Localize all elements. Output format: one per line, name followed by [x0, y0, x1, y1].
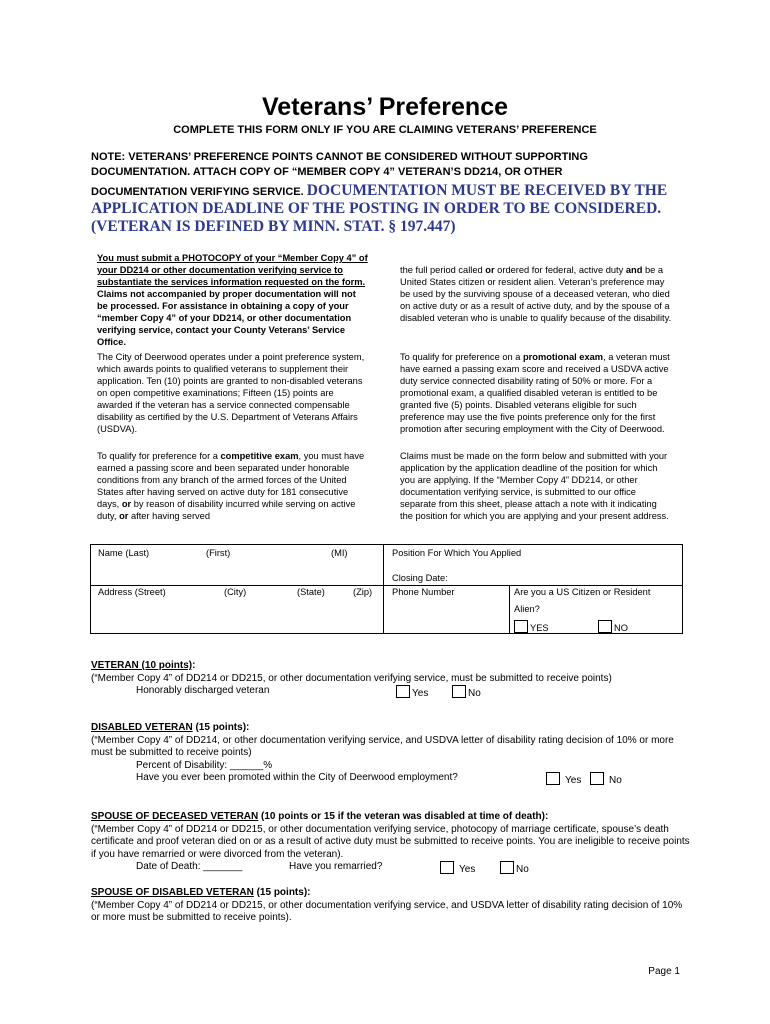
promotion-no-checkbox[interactable]	[590, 772, 604, 785]
right-p1-and: and	[625, 265, 643, 275]
disabled-veteran-heading: DISABLED VETERAN	[91, 722, 193, 733]
competitive-text-g: after having served	[128, 511, 211, 521]
left-col-paragraph-3	[97, 450, 369, 522]
veteran-section	[91, 660, 691, 698]
competitive-or-2: or	[119, 511, 129, 521]
note-line-4: APPLICATION DEADLINE OF THE POSTING IN ORDER TO BE CONSIDERED.	[91, 200, 662, 217]
right-p1-a: the full period called	[400, 265, 486, 275]
right-p2-a: To qualify for preference on a	[400, 352, 523, 362]
citizen-question-line-1: Are you a US Citizen or Resident	[514, 587, 651, 597]
promotion-yes-checkbox[interactable]	[546, 772, 560, 785]
promotion-yes-label: Yes	[565, 775, 582, 786]
left-col-paragraph-2	[97, 351, 369, 435]
closing-date-label: Closing Date:	[392, 573, 448, 583]
right-p1-c: ordered for federal, active duty	[494, 265, 626, 275]
city-label: (City)	[224, 587, 247, 597]
name-mi-label: (MI)	[331, 548, 348, 558]
remarried-no-label: No	[516, 864, 529, 875]
documentation-note	[91, 150, 691, 236]
right-p2-c: , a veteran must have earned a passing exam score and received a USDVA active duty service connected disability rating of 50% or more. For a promotional exam, a qualified disabled veteran is entitled to be granted five (5) points. Disabled veterans eligible for such preference may use the five points preference only for the first promotion after securing employment with the City of Deerwood.	[400, 352, 670, 434]
spouse-disabled-section	[91, 887, 691, 925]
phone-label: Phone Number	[392, 587, 455, 597]
position-label: Position For Which You Applied	[392, 548, 522, 558]
spouse-deceased-points: (10 points or 15 if the veteran was disabled at time of death):	[258, 811, 549, 822]
right-col-paragraph-2	[400, 351, 672, 435]
right-col-paragraph-3	[400, 450, 672, 522]
spouse-deceased-heading: SPOUSE OF DECEASED VETERAN	[91, 811, 259, 822]
remarried-no-checkbox[interactable]	[500, 861, 514, 874]
citizen-no-label: NO	[614, 623, 628, 633]
promotion-no-option[interactable]	[590, 772, 622, 788]
right-col-paragraph-1	[400, 264, 672, 324]
veteran-no-option[interactable]	[452, 685, 481, 701]
note-line-3	[91, 182, 691, 200]
name-cell[interactable]	[91, 545, 384, 586]
competitive-exam-label: competitive exam	[220, 451, 299, 461]
honorable-discharge-question: Honorably discharged veteran	[136, 685, 270, 696]
disabled-veteran-requirements: (“Member Copy 4” of DD214, or other documentation verifying service, and USDVA letter of disability rating decision of 10% or more must be submitted to receive points)	[91, 734, 674, 758]
veteran-heading: VETERAN (10 points)	[91, 660, 193, 671]
spouse-disabled-requirements: (“Member Copy 4” of DD214 or DD215, or other documentation verifying service, and USDVA letter of disability rating decision of 10% or more must be submitted to receive points).	[91, 899, 683, 923]
citizen-yes-option[interactable]	[514, 620, 549, 633]
form-subtitle: COMPLETE THIS FORM ONLY IF YOU ARE CLAIMING VETERANS’ PREFERENCE	[173, 124, 597, 136]
veteran-no-label: No	[468, 688, 481, 699]
veteran-yes-label: Yes	[412, 688, 429, 699]
competitive-text-e: by reason of disability incurred while serving on active duty,	[97, 499, 356, 521]
note-line-3-big: DOCUMENTATION MUST BE RECEIVED BY THE	[306, 182, 668, 199]
right-p1-e: be a United States citizen or resident alien. Veteran’s preference may be used by the surviving spouse of a deceased veteran, who died on active duty or as a result of active duty, and by the spouse of a disabled veteran who is unable to qualify because of the disability.	[400, 265, 672, 323]
note-line-3-small: DOCUMENTATION VERIFYING SERVICE.	[91, 186, 307, 198]
name-last-label: Name (Last)	[98, 548, 150, 558]
promotional-exam-label: promotional exam	[523, 352, 604, 362]
veteran-no-checkbox[interactable]	[452, 685, 466, 698]
address-street-label: Address (Street)	[98, 587, 166, 597]
position-cell[interactable]	[384, 545, 683, 586]
note-line-1: NOTE: VETERANS’ PREFERENCE POINTS CANNOT BE CONSIDERED WITHOUT SUPPORTING	[91, 151, 588, 163]
address-cell[interactable]	[91, 586, 384, 634]
citizen-yes-checkbox[interactable]	[514, 620, 528, 633]
competitive-text-a: To qualify for preference for a	[97, 451, 221, 461]
left-col-paragraph-1	[97, 252, 369, 348]
spouse-disabled-points: (15 points):	[253, 887, 311, 898]
remarried-question: Have you remarried?	[289, 861, 383, 872]
spouse-deceased-section	[91, 811, 691, 874]
spouse-disabled-heading: SPOUSE OF DISABLED VETERAN	[91, 887, 254, 898]
promotion-yes-option[interactable]	[546, 772, 581, 788]
veteran-requirements: (“Member Copy 4” of DD214 or DD215, or other documentation verifying service, must be submitted to receive points)	[91, 672, 612, 684]
remarried-yes-checkbox[interactable]	[440, 861, 454, 874]
page-title: Veterans’ Preference	[262, 93, 508, 121]
phone-cell[interactable]	[384, 586, 510, 634]
competitive-text-c: , you must have earned a passing score and been separated under honorable conditions from any branch of the armed forces of the United States after having served on active duty for 181 consecutive days,	[97, 451, 365, 509]
disabled-veteran-points: (15 points):	[192, 722, 250, 733]
state-label: (State)	[297, 587, 325, 597]
promotion-question: Have you ever been promoted within the City of Deerwood employment?	[136, 772, 458, 783]
note-line-5: (VETERAN IS DEFINED BY MINN. STAT. § 197.447)	[91, 218, 456, 235]
competitive-or-1: or	[121, 499, 132, 509]
photocopy-requirement-rest: Claims not accompanied by proper documentation will not be processed. For assistance in obtaining a copy of your “member Copy 4” of your DD214, or other documentation verifying service, contact your County Veterans’ Service Office.	[97, 289, 356, 347]
disabled-veteran-section	[91, 722, 691, 785]
note-line-2: DOCUMENTATION. ATTACH COPY OF “MEMBER COPY 4” VETERAN’S DD214, OR OTHER	[91, 166, 563, 178]
veteran-yes-option[interactable]	[396, 685, 428, 701]
remarried-yes-option[interactable]	[440, 861, 475, 877]
right-p1-or: or	[485, 265, 495, 275]
claims-instructions: Claims must be made on the form below and submitted with your application by the application deadline of the position for which you are applying. If the “Member Copy 4” DD214, or other documentation verifying service, is submitted to our office separate from this sheet, please attach a note with it indicating the position for which you are applying and your present address.	[400, 451, 669, 521]
citizen-question-line-2: Alien?	[514, 604, 540, 614]
remarried-yes-label: Yes	[459, 864, 476, 875]
date-of-death-field[interactable]: Date of Death: _______	[136, 861, 243, 872]
citizen-cell	[510, 586, 683, 634]
point-system-text: The City of Deerwood operates under a point preference system, which awards points to qualified veterans to supplement their application. Ten (10) points are granted to non-disabled veterans on open competitive examinations; Fifteen (15) points are awarded if the veteran has a service connected compensable disability as certified by the U.S. Department of Veterans Affairs (USDVA).	[97, 352, 365, 434]
citizen-no-option[interactable]	[598, 620, 628, 633]
veteran-yes-checkbox[interactable]	[396, 685, 410, 698]
page-number: Page 1	[648, 966, 680, 977]
remarried-no-option[interactable]	[500, 861, 529, 877]
photocopy-requirement: You must submit a PHOTOCOPY of your “Member Copy 4” of your DD214 or other documentation verifying service to substantiate the services information requested on the form.	[97, 253, 368, 287]
veteran-heading-colon: :	[192, 660, 196, 671]
name-first-label: (First)	[206, 548, 231, 558]
spouse-deceased-requirements: (“Member Copy 4” of DD214 or DD215, or other documentation verifying service, photocopy of marriage certificate, spouse’s death certificate and proof veteran died on or as a result of active duty must be submitted to receive points. You are ineligible to receive points if you have remarried or were divorced from the veteran).	[91, 823, 690, 860]
citizen-yes-label: YES	[530, 623, 549, 633]
citizen-no-checkbox[interactable]	[598, 620, 612, 633]
percent-disability-field[interactable]: Percent of Disability: ______%	[136, 759, 273, 771]
applicant-info-table	[90, 544, 683, 634]
promotion-no-label: No	[609, 775, 622, 786]
zip-label: (Zip)	[353, 587, 373, 597]
